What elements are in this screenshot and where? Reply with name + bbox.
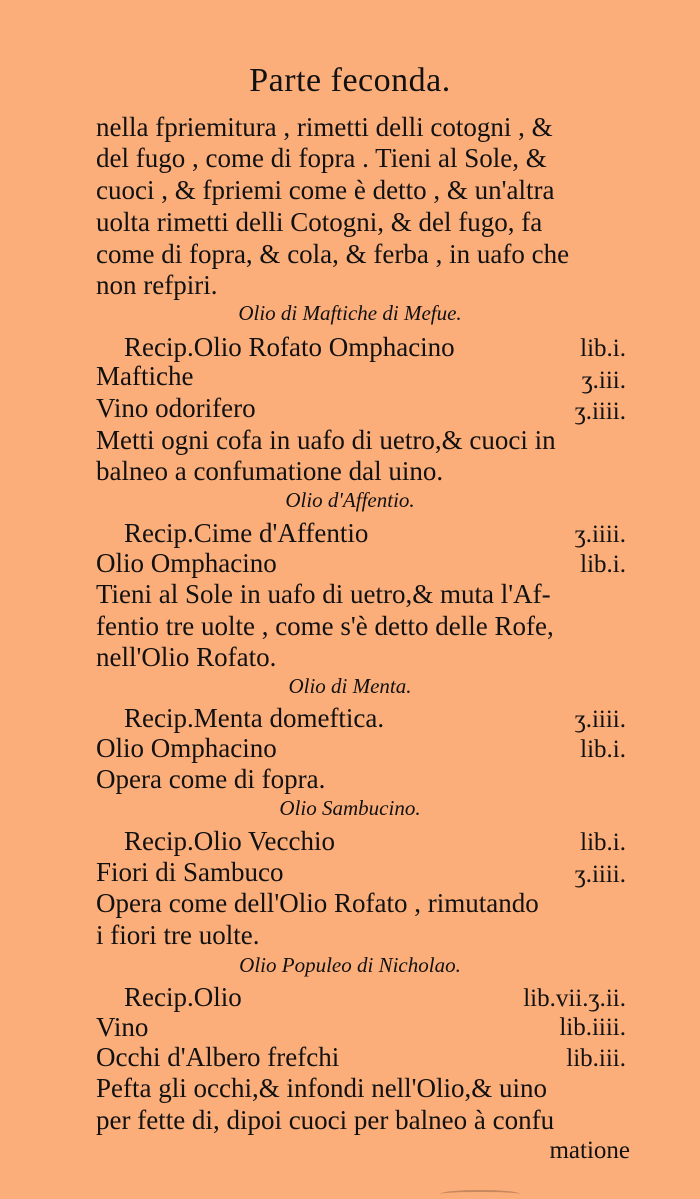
ingredient-qty: ʒ.iii. [581, 367, 626, 394]
instruction-line: Metti ogni cofa in uafo di uetro,& cuoci in [96, 425, 556, 455]
instruction-line: fentio tre uolte , come s'è detto delle Rofe, [96, 611, 554, 641]
instruction-line: Pefta gli occhi,& infondi nell'Olio,& uino [96, 1073, 548, 1103]
ingredient-qty: lib.iiii. [559, 1014, 626, 1041]
recipe-heading: Olio di Menta. [288, 674, 412, 698]
ingredient-name: Recip.Olio Rofato Omphacino [124, 332, 455, 362]
ingredient-qty: lib.i. [580, 736, 626, 763]
ingredient-name: Recip.Olio Vecchio [124, 826, 335, 856]
ink-smudge [440, 1190, 520, 1198]
text-line: non refpiri. [96, 270, 218, 300]
ingredient-qty: ʒ.iiii. [574, 521, 626, 548]
recipe-heading: Olio Populeo di Nicholao. [239, 953, 461, 977]
ingredient-name: Vino odorifero [96, 393, 256, 423]
instruction-line: Opera come dell'Olio Rofato , rimutando [96, 888, 539, 918]
instruction-line: i fiori tre uolte. [96, 920, 260, 950]
instruction-line: Opera come di fopra. [96, 764, 326, 794]
ingredient-name: Recip.Olio [124, 982, 242, 1012]
catchword: matione [549, 1137, 630, 1164]
ingredient-name: Recip.Cime d'Affentio [124, 518, 369, 548]
ingredient-qty: ʒ.iiii. [574, 398, 626, 425]
ingredient-qty: ʒ.iiii. [574, 861, 626, 888]
ingredient-name: Olio Omphacino [96, 548, 277, 578]
ingredient-qty: ʒ.iiii. [574, 706, 626, 733]
running-head: Parte feconda. [249, 62, 451, 99]
ingredient-name: Olio Omphacino [96, 733, 277, 763]
text-line: nella fpriemitura , rimetti delli cotogni , & [96, 112, 553, 142]
recipe-heading: Olio d'Affentio. [285, 488, 415, 512]
text-line: del fugo , come di fopra . Tieni al Sole, & [96, 143, 547, 173]
ingredient-name: Recip.Menta domeftica. [124, 703, 385, 733]
text-line: uolta rimetti delli Cotogni, & del fugo, fa [96, 207, 543, 237]
ingredient-qty: lib.iii. [566, 1045, 626, 1072]
instruction-line: Tieni al Sole in uafo di uetro,& muta l'Af- [96, 579, 551, 609]
ingredient-name: Maftiche [96, 361, 194, 391]
instruction-line: nell'Olio Rofato. [96, 642, 277, 672]
text-line: come di fopra, & cola, & ferba , in uafo che [96, 239, 570, 269]
recipe-heading: Olio Sambucino. [279, 796, 421, 820]
ingredient-name: Fiori di Sambuco [96, 857, 284, 887]
instruction-line: balneo a confumatione dal uino. [96, 456, 444, 486]
recipe-heading: Olio di Maftiche di Mefue. [238, 301, 462, 325]
ingredient-qty: lib.i. [580, 551, 626, 578]
text-line: cuoci , & fpriemi come è detto , & un'altra [96, 175, 555, 205]
ingredient-qty: lib.i. [580, 829, 626, 856]
ingredient-qty: lib.vii.ʒ.ii. [523, 985, 626, 1012]
ingredient-name: Occhi d'Albero frefchi [96, 1042, 340, 1072]
ingredient-qty: lib.i. [580, 335, 626, 362]
instruction-line: per fette di, dipoi cuoci per balneo à confu [96, 1105, 555, 1135]
ingredient-name: Vino [96, 1012, 149, 1042]
